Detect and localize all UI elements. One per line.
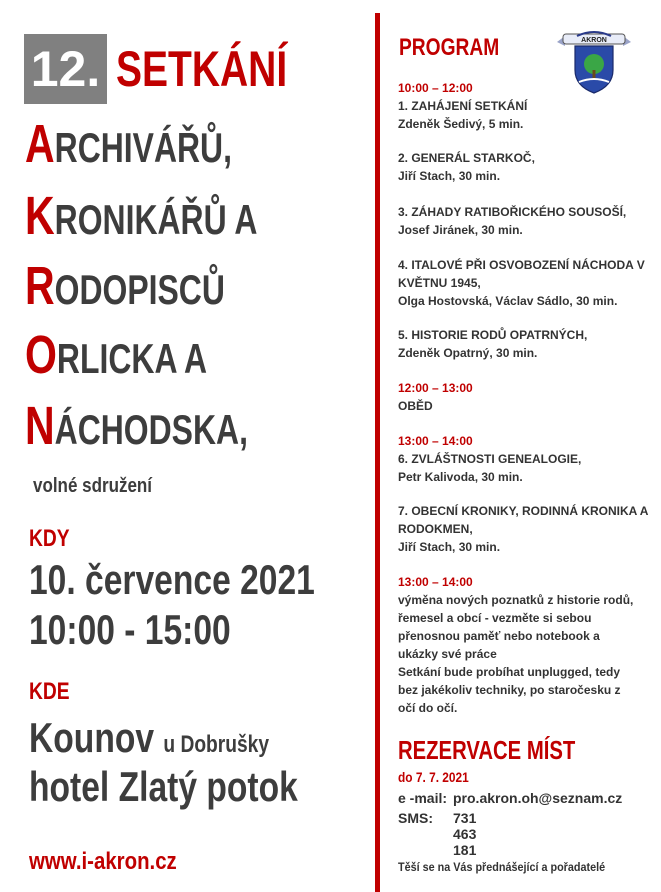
website-link[interactable]: www.i-akron.cz: [29, 848, 177, 875]
event-date: 10. července 2021: [29, 556, 315, 603]
where-label: KDE: [29, 678, 70, 705]
closing-note: Těší se na Vás přednášející a pořadatelé: [398, 860, 606, 874]
when-label: KDY: [29, 525, 70, 552]
column-divider: [375, 13, 380, 892]
email-link[interactable]: pro.akron.oh@seznam.cz: [453, 790, 623, 806]
program-lunch: 12:00 – 13:00 OBĚD: [398, 381, 473, 413]
event-number: 12.: [30, 41, 101, 97]
event-number-box: [24, 34, 107, 104]
reservation-deadline: do 7. 7. 2021: [398, 769, 469, 785]
reservation-title: REZERVACE MÍST: [398, 735, 576, 765]
program-item-3: 3. ZÁHADY RATIBOŘICKÉHO SOUSOŠÍ, Josef Jiránek, 30 min.: [398, 205, 627, 237]
acronym-line-a: ARCHIVÁŘŮ,: [25, 114, 232, 174]
sms-row: [398, 810, 477, 858]
acronym-line-k: KRONIKÁŘŮ A: [25, 186, 258, 246]
event-place: Kounov u Dobrušky: [29, 714, 270, 761]
acronym-line-n: NÁCHODSKA,: [25, 396, 248, 456]
email-label: e -mail:: [398, 790, 448, 806]
event-venue: hotel Zlatý potok: [29, 763, 298, 810]
place-note: u Dobrušky: [163, 731, 270, 758]
event-title-word: SETKÁNÍ: [116, 41, 288, 97]
program-item-7: 7. OBECNÍ KRONIKY, RODINNÁ KRONIKA A RODOKMEN, Jiří Stach, 30 min.: [398, 504, 649, 554]
program-title: PROGRAM: [399, 34, 500, 61]
program-item-2: 2. GENERÁL STARKOČ, Jiří Stach, 30 min.: [398, 151, 535, 183]
acronym-line-o: ORLICKA A: [25, 325, 208, 385]
svg-text:AKRON: AKRON: [581, 37, 607, 44]
event-subtitle: volné sdružení: [33, 475, 153, 497]
program-item-5: 5. HISTORIE RODŮ OPATRNÝCH, Zdeněk Opatrný, 30 min.: [398, 328, 588, 360]
program-item-exchange: 13:00 – 14:00 výměna nových poznatků z historie rodů, řemesel a obcí - vezměte si sebou přenosnou paměť nebo notebook a ukázky své práce Setkání bude probíhat unplugged, tedy bez jakékoliv techniky, po staročesku z očí do očí.: [398, 575, 634, 715]
sms-label: SMS:: [398, 810, 433, 826]
program-item-1: 10:00 – 12:00 1. ZAHÁJENÍ SETKÁNÍ Zdeněk Šedivý, 5 min.: [398, 81, 528, 131]
sms-number: 731 463 181: [453, 810, 477, 858]
email-row: [398, 790, 623, 806]
program-item-4: 4. ITALOVÉ PŘI OSVOBOZENÍ NÁCHODA V KVĚTNU 1945, Olga Hostovská, Václav Sádlo, 30 min.: [398, 258, 645, 308]
akron-logo-icon: [555, 26, 633, 96]
event-time: 10:00 - 15:00: [29, 606, 231, 653]
program-item-6: 13:00 – 14:00 6. ZVLÁŠTNOSTI GENEALOGIE, Petr Kalivoda, 30 min.: [398, 434, 582, 484]
acronym-line-r: RODOPISCŮ: [25, 256, 225, 316]
